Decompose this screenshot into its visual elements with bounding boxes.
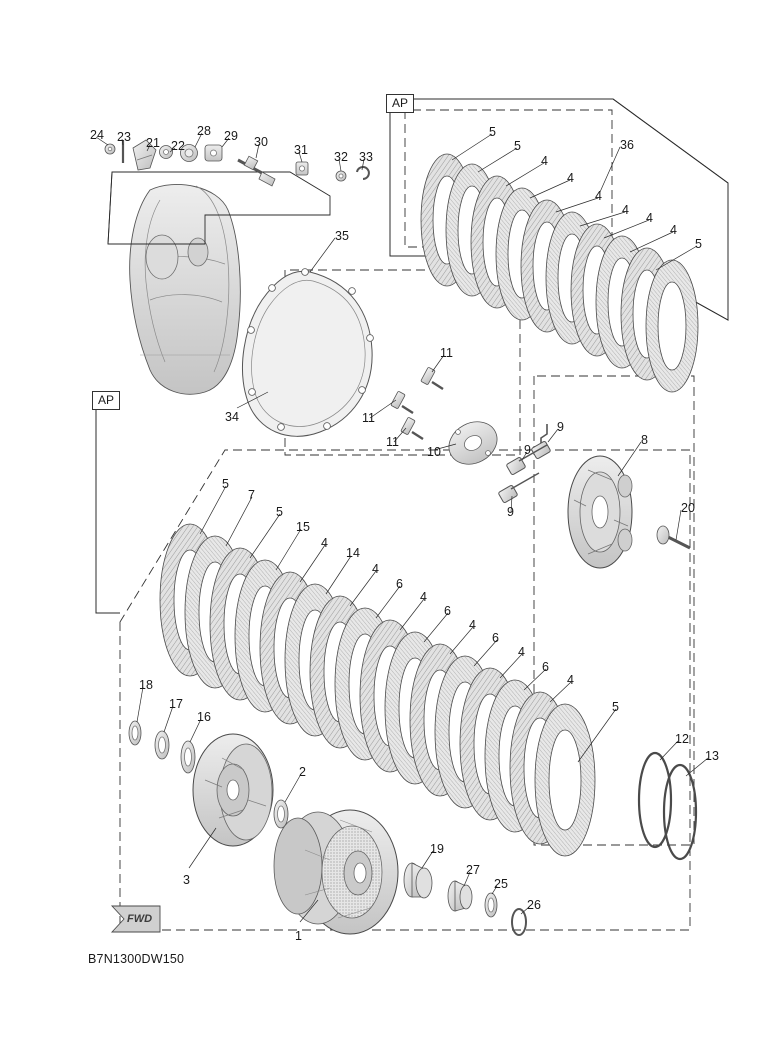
callout-number: 23 [117,130,131,144]
callout-number: 34 [225,410,239,424]
callout-number: 4 [567,673,574,687]
callout-number: 19 [430,842,444,856]
callout-number: 13 [705,749,719,763]
callout-number: 26 [527,898,541,912]
callout-number: 10 [427,445,441,459]
callout-number: 12 [675,732,689,746]
ap-label-top: AP [386,94,414,113]
callout-number: 3 [183,873,190,887]
callout-number: 8 [641,433,648,447]
callout-number: 4 [622,203,629,217]
callout-number: 17 [169,697,183,711]
callout-number: 9 [507,505,514,519]
callout-number: 30 [254,135,268,149]
callout-number: 9 [557,420,564,434]
callout-number: 33 [359,150,373,164]
fwd-direction-label: FWD [127,913,153,925]
callout-number: 6 [542,660,549,674]
callout-number: 5 [514,139,521,153]
callout-number: 28 [197,124,211,138]
callout-number: 7 [248,488,255,502]
callout-number: 20 [681,501,695,515]
callout-number: 15 [296,520,310,534]
callout-number: 4 [420,590,427,604]
callout-number: 6 [492,631,499,645]
callout-number: 5 [222,477,229,491]
callout-number: 35 [335,229,349,243]
callout-number: 5 [695,237,702,251]
callout-number: 16 [197,710,211,724]
callout-number: 36 [620,138,634,152]
diagram-code: B7N1300DW150 [88,952,185,966]
callout-number: 4 [518,645,525,659]
callout-number: 4 [567,171,574,185]
callout-number: 4 [541,154,548,168]
callout-number: 4 [469,618,476,632]
callout-number: 32 [334,150,348,164]
callout-number: 4 [646,211,653,225]
callout-number: 9 [524,443,531,457]
callout-number: 27 [466,863,480,877]
callout-number: 6 [396,577,403,591]
callout-number: 21 [146,136,160,150]
callout-number: 22 [171,139,185,153]
callout-number: 4 [321,536,328,550]
callout-number: 18 [139,678,153,692]
callout-number: 2 [299,765,306,779]
ap-label-left: AP [92,391,120,410]
callout-number: 31 [294,143,308,157]
callout-number: 29 [224,129,238,143]
callout-number: 11 [386,435,399,449]
callout-number: 11 [440,346,453,360]
callout-number: 5 [276,505,283,519]
callout-number: 25 [494,877,508,891]
callout-number: 4 [595,189,602,203]
callout-number: 14 [346,546,360,560]
callout-number: 5 [489,125,496,139]
callout-number: 24 [90,128,104,142]
callout-number: 6 [444,604,451,618]
callout-number: 11 [362,411,375,425]
callout-number: 4 [372,562,379,576]
callout-number: 4 [670,223,677,237]
callout-number: 1 [295,929,302,943]
callout-number: 5 [612,700,619,714]
